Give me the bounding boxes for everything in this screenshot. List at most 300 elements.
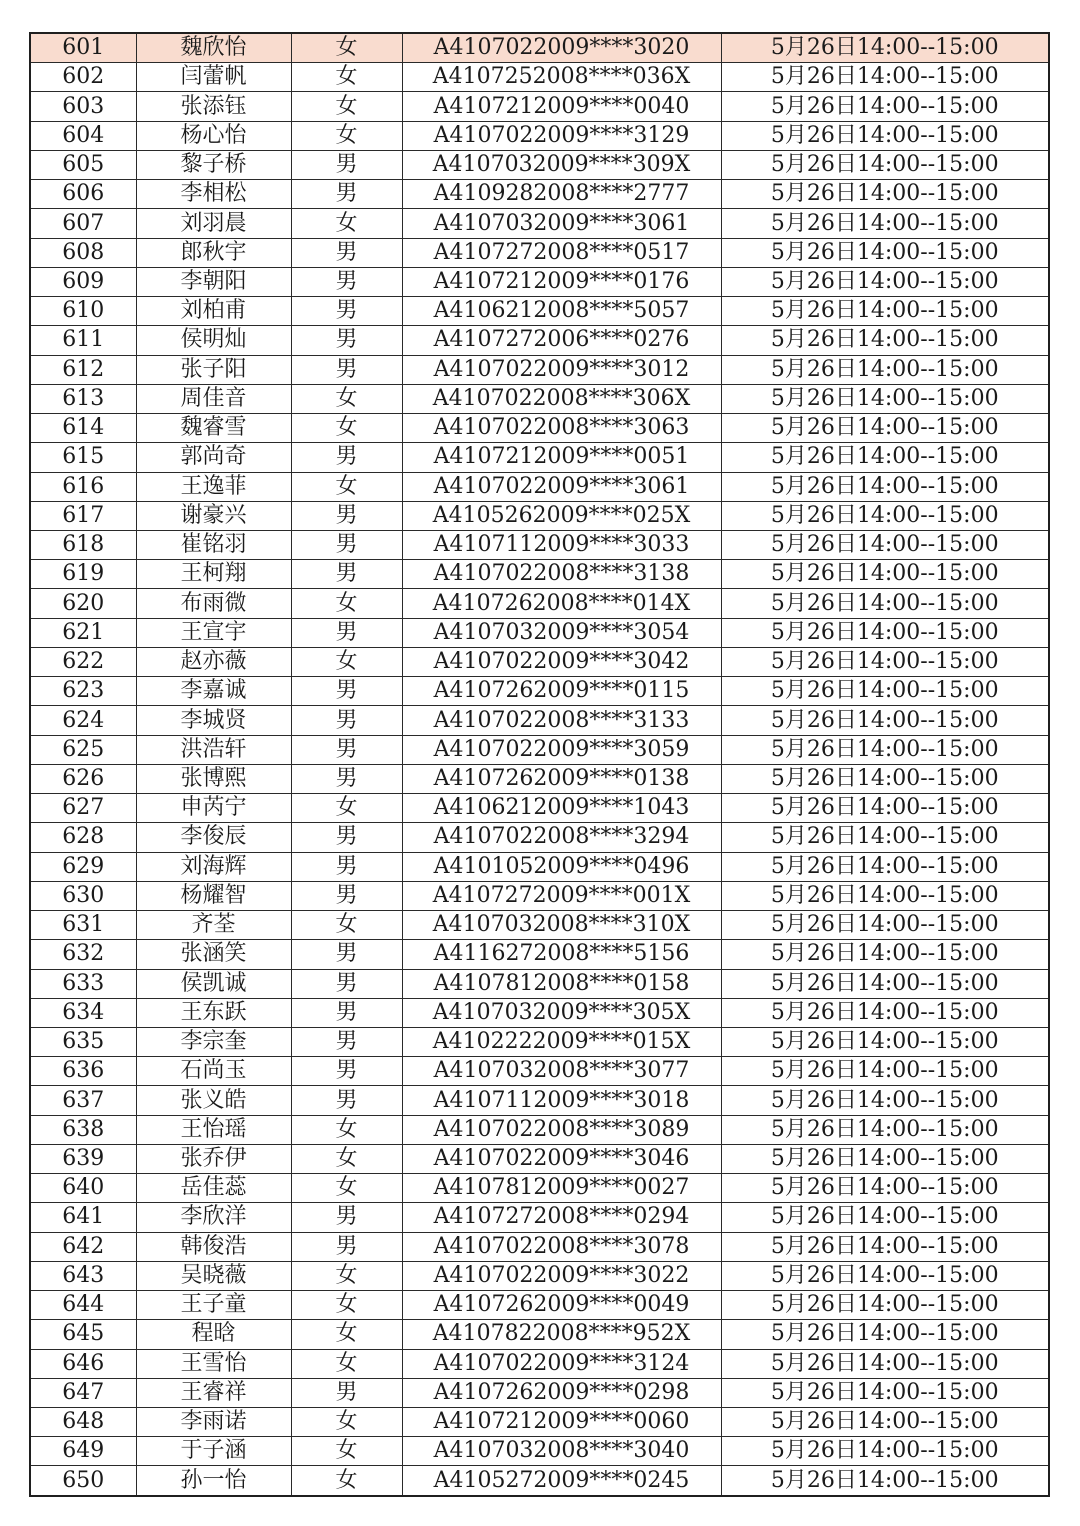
table-row [30, 326, 1049, 355]
cell-name: 吴晓薇 [136, 1261, 291, 1290]
table-row [30, 384, 1049, 413]
table-row [30, 238, 1049, 267]
cell-gender: 男 [291, 852, 402, 881]
table-row [30, 706, 1049, 735]
cell-serial-number: 603 [30, 92, 136, 121]
cell-serial-number: 648 [30, 1408, 136, 1437]
cell-gender: 女 [291, 1115, 402, 1144]
cell-id-number: A4107022009****3059 [402, 735, 721, 764]
cell-gender: 女 [291, 121, 402, 150]
cell-gender: 女 [291, 1291, 402, 1320]
cell-serial-number: 624 [30, 706, 136, 735]
cell-id-number: A4107022009****3020 [402, 33, 721, 63]
cell-name: 周佳音 [136, 384, 291, 413]
table-row [30, 1232, 1049, 1261]
cell-name: 郭尚奇 [136, 443, 291, 472]
cell-serial-number: 622 [30, 647, 136, 676]
cell-gender: 男 [291, 706, 402, 735]
table-row [30, 1115, 1049, 1144]
cell-name: 谢豪兴 [136, 501, 291, 530]
cell-gender: 女 [291, 92, 402, 121]
cell-name: 杨心怡 [136, 121, 291, 150]
table-row [30, 1320, 1049, 1349]
table-row [30, 560, 1049, 589]
cell-name: 刘柏甫 [136, 297, 291, 326]
cell-gender: 女 [291, 33, 402, 63]
cell-name: 孙一怡 [136, 1466, 291, 1496]
cell-id-number: A4107262009****0298 [402, 1378, 721, 1407]
cell-name: 张涵笑 [136, 940, 291, 969]
cell-gender: 男 [291, 764, 402, 793]
table-row [30, 618, 1049, 647]
cell-exam-time: 5月26日14:00--15:00 [721, 1378, 1049, 1407]
cell-id-number: A4106212008****5057 [402, 297, 721, 326]
cell-gender: 男 [291, 238, 402, 267]
cell-gender: 女 [291, 647, 402, 676]
cell-id-number: A4107022008****3138 [402, 560, 721, 589]
cell-exam-time: 5月26日14:00--15:00 [721, 33, 1049, 63]
cell-gender: 男 [291, 1057, 402, 1086]
cell-exam-time: 5月26日14:00--15:00 [721, 881, 1049, 910]
cell-name: 刘海辉 [136, 852, 291, 881]
cell-exam-time: 5月26日14:00--15:00 [721, 443, 1049, 472]
cell-id-number: A4107112009****3018 [402, 1086, 721, 1115]
cell-serial-number: 601 [30, 33, 136, 63]
cell-name: 王怡瑶 [136, 1115, 291, 1144]
table-row [30, 1144, 1049, 1173]
cell-id-number: A4107812008****0158 [402, 969, 721, 998]
cell-name: 张乔伊 [136, 1144, 291, 1173]
table-row [30, 63, 1049, 92]
cell-serial-number: 649 [30, 1437, 136, 1466]
cell-exam-time: 5月26日14:00--15:00 [721, 63, 1049, 92]
cell-exam-time: 5月26日14:00--15:00 [721, 823, 1049, 852]
cell-serial-number: 619 [30, 560, 136, 589]
cell-id-number: A4107022009****3042 [402, 647, 721, 676]
cell-id-number: A4107022009****3061 [402, 472, 721, 501]
cell-exam-time: 5月26日14:00--15:00 [721, 618, 1049, 647]
cell-id-number: A4107022008****3089 [402, 1115, 721, 1144]
cell-serial-number: 602 [30, 63, 136, 92]
table-row [30, 911, 1049, 940]
cell-gender: 女 [291, 1320, 402, 1349]
table-row [30, 881, 1049, 910]
cell-id-number: A4102222009****015X [402, 1027, 721, 1056]
cell-id-number: A4107212009****0040 [402, 92, 721, 121]
table-row [30, 1057, 1049, 1086]
cell-gender: 女 [291, 209, 402, 238]
cell-serial-number: 632 [30, 940, 136, 969]
table-row [30, 647, 1049, 676]
cell-exam-time: 5月26日14:00--15:00 [721, 472, 1049, 501]
cell-serial-number: 635 [30, 1027, 136, 1056]
cell-name: 张义皓 [136, 1086, 291, 1115]
cell-exam-time: 5月26日14:00--15:00 [721, 414, 1049, 443]
cell-name: 张添钰 [136, 92, 291, 121]
cell-exam-time: 5月26日14:00--15:00 [721, 1437, 1049, 1466]
cell-exam-time: 5月26日14:00--15:00 [721, 940, 1049, 969]
cell-id-number: A4116272008****5156 [402, 940, 721, 969]
cell-gender: 男 [291, 1027, 402, 1056]
cell-id-number: A4107032008****310X [402, 911, 721, 940]
cell-exam-time: 5月26日14:00--15:00 [721, 998, 1049, 1027]
cell-exam-time: 5月26日14:00--15:00 [721, 911, 1049, 940]
cell-id-number: A4107212009****0176 [402, 267, 721, 296]
cell-id-number: A4107022008****3078 [402, 1232, 721, 1261]
cell-id-number: A4107262009****0049 [402, 1291, 721, 1320]
cell-gender: 女 [291, 589, 402, 618]
cell-id-number: A4107032009****309X [402, 150, 721, 179]
cell-exam-time: 5月26日14:00--15:00 [721, 355, 1049, 384]
cell-id-number: A4107812009****0027 [402, 1174, 721, 1203]
table-row [30, 472, 1049, 501]
cell-name: 赵亦薇 [136, 647, 291, 676]
cell-serial-number: 607 [30, 209, 136, 238]
cell-id-number: A4107032008****3040 [402, 1437, 721, 1466]
cell-gender: 女 [291, 1408, 402, 1437]
cell-id-number: A4107212009****0051 [402, 443, 721, 472]
cell-name: 石尚玉 [136, 1057, 291, 1086]
cell-exam-time: 5月26日14:00--15:00 [721, 735, 1049, 764]
cell-exam-time: 5月26日14:00--15:00 [721, 238, 1049, 267]
cell-name: 王宣宇 [136, 618, 291, 647]
cell-serial-number: 636 [30, 1057, 136, 1086]
cell-name: 布雨微 [136, 589, 291, 618]
cell-id-number: A4105262009****025X [402, 501, 721, 530]
cell-serial-number: 641 [30, 1203, 136, 1232]
cell-serial-number: 618 [30, 530, 136, 559]
table-row [30, 297, 1049, 326]
cell-id-number: A4107272008****0294 [402, 1203, 721, 1232]
table-row [30, 794, 1049, 823]
cell-gender: 女 [291, 1466, 402, 1496]
cell-name: 岳佳蕊 [136, 1174, 291, 1203]
cell-id-number: A4107262009****0115 [402, 677, 721, 706]
cell-gender: 女 [291, 1144, 402, 1173]
cell-exam-time: 5月26日14:00--15:00 [721, 180, 1049, 209]
cell-exam-time: 5月26日14:00--15:00 [721, 1291, 1049, 1320]
cell-name: 王东跃 [136, 998, 291, 1027]
cell-gender: 男 [291, 530, 402, 559]
cell-gender: 男 [291, 355, 402, 384]
cell-serial-number: 621 [30, 618, 136, 647]
table-row [30, 1027, 1049, 1056]
cell-gender: 女 [291, 384, 402, 413]
cell-name: 洪浩轩 [136, 735, 291, 764]
cell-gender: 男 [291, 881, 402, 910]
cell-serial-number: 609 [30, 267, 136, 296]
cell-gender: 男 [291, 969, 402, 998]
cell-exam-time: 5月26日14:00--15:00 [721, 1232, 1049, 1261]
cell-gender: 男 [291, 823, 402, 852]
cell-name: 闫蕾帆 [136, 63, 291, 92]
cell-gender: 女 [291, 1261, 402, 1290]
cell-name: 李嘉诚 [136, 677, 291, 706]
table-row [30, 677, 1049, 706]
cell-name: 李城贤 [136, 706, 291, 735]
cell-exam-time: 5月26日14:00--15:00 [721, 150, 1049, 179]
cell-name: 黎子桥 [136, 150, 291, 179]
cell-gender: 女 [291, 472, 402, 501]
cell-serial-number: 650 [30, 1466, 136, 1496]
cell-gender: 男 [291, 297, 402, 326]
cell-id-number: A4107262008****014X [402, 589, 721, 618]
cell-id-number: A4107272009****001X [402, 881, 721, 910]
cell-name: 王睿祥 [136, 1378, 291, 1407]
cell-id-number: A4107022008****306X [402, 384, 721, 413]
table-row [30, 121, 1049, 150]
cell-exam-time: 5月26日14:00--15:00 [721, 1144, 1049, 1173]
cell-id-number: A4107022009****3022 [402, 1261, 721, 1290]
cell-gender: 女 [291, 911, 402, 940]
table-row [30, 1349, 1049, 1378]
cell-id-number: A4107212009****0060 [402, 1408, 721, 1437]
cell-name: 侯凯诚 [136, 969, 291, 998]
cell-exam-time: 5月26日14:00--15:00 [721, 121, 1049, 150]
table-row [30, 180, 1049, 209]
cell-name: 王雪怡 [136, 1349, 291, 1378]
cell-exam-time: 5月26日14:00--15:00 [721, 794, 1049, 823]
roster-table-body [30, 33, 1049, 1496]
cell-exam-time: 5月26日14:00--15:00 [721, 297, 1049, 326]
cell-serial-number: 630 [30, 881, 136, 910]
cell-id-number: A4107112009****3033 [402, 530, 721, 559]
cell-gender: 女 [291, 1349, 402, 1378]
cell-name: 李宗奎 [136, 1027, 291, 1056]
cell-serial-number: 611 [30, 326, 136, 355]
cell-serial-number: 647 [30, 1378, 136, 1407]
cell-exam-time: 5月26日14:00--15:00 [721, 589, 1049, 618]
table-row [30, 1261, 1049, 1290]
cell-id-number: A4107022009****3124 [402, 1349, 721, 1378]
table-row [30, 443, 1049, 472]
table-row [30, 33, 1049, 63]
cell-exam-time: 5月26日14:00--15:00 [721, 1466, 1049, 1496]
cell-serial-number: 633 [30, 969, 136, 998]
cell-gender: 男 [291, 150, 402, 179]
cell-name: 侯明灿 [136, 326, 291, 355]
table-row [30, 414, 1049, 443]
cell-exam-time: 5月26日14:00--15:00 [721, 501, 1049, 530]
cell-serial-number: 623 [30, 677, 136, 706]
cell-serial-number: 646 [30, 1349, 136, 1378]
cell-id-number: A4107262009****0138 [402, 764, 721, 793]
cell-id-number: A4107032009****305X [402, 998, 721, 1027]
table-row [30, 150, 1049, 179]
cell-exam-time: 5月26日14:00--15:00 [721, 677, 1049, 706]
cell-name: 齐荃 [136, 911, 291, 940]
cell-serial-number: 616 [30, 472, 136, 501]
cell-serial-number: 640 [30, 1174, 136, 1203]
table-row [30, 1378, 1049, 1407]
table-row [30, 852, 1049, 881]
cell-exam-time: 5月26日14:00--15:00 [721, 326, 1049, 355]
cell-name: 李俊辰 [136, 823, 291, 852]
cell-gender: 男 [291, 1203, 402, 1232]
cell-gender: 女 [291, 1437, 402, 1466]
cell-id-number: A4107822008****952X [402, 1320, 721, 1349]
cell-serial-number: 606 [30, 180, 136, 209]
cell-exam-time: 5月26日14:00--15:00 [721, 1027, 1049, 1056]
cell-name: 郎秋宇 [136, 238, 291, 267]
cell-serial-number: 604 [30, 121, 136, 150]
cell-exam-time: 5月26日14:00--15:00 [721, 267, 1049, 296]
cell-serial-number: 614 [30, 414, 136, 443]
table-row [30, 764, 1049, 793]
table-row [30, 969, 1049, 998]
cell-serial-number: 631 [30, 911, 136, 940]
cell-gender: 女 [291, 1174, 402, 1203]
cell-serial-number: 629 [30, 852, 136, 881]
cell-id-number: A4106212009****1043 [402, 794, 721, 823]
roster-table [29, 32, 1050, 1497]
cell-exam-time: 5月26日14:00--15:00 [721, 1261, 1049, 1290]
cell-serial-number: 617 [30, 501, 136, 530]
cell-name: 王子童 [136, 1291, 291, 1320]
cell-serial-number: 639 [30, 1144, 136, 1173]
cell-serial-number: 638 [30, 1115, 136, 1144]
cell-name: 张博熙 [136, 764, 291, 793]
cell-name: 李欣洋 [136, 1203, 291, 1232]
table-row [30, 530, 1049, 559]
cell-serial-number: 620 [30, 589, 136, 618]
cell-serial-number: 610 [30, 297, 136, 326]
cell-id-number: A4101052009****0496 [402, 852, 721, 881]
table-row [30, 1291, 1049, 1320]
cell-exam-time: 5月26日14:00--15:00 [721, 706, 1049, 735]
cell-id-number: A4107022008****3063 [402, 414, 721, 443]
table-row [30, 1437, 1049, 1466]
cell-gender: 男 [291, 1232, 402, 1261]
table-row [30, 267, 1049, 296]
table-row [30, 1466, 1049, 1496]
table-row [30, 940, 1049, 969]
cell-gender: 男 [291, 326, 402, 355]
cell-exam-time: 5月26日14:00--15:00 [721, 969, 1049, 998]
table-row [30, 1408, 1049, 1437]
table-row [30, 1174, 1049, 1203]
cell-exam-time: 5月26日14:00--15:00 [721, 1086, 1049, 1115]
cell-serial-number: 628 [30, 823, 136, 852]
cell-gender: 男 [291, 560, 402, 589]
cell-id-number: A4107022009****3012 [402, 355, 721, 384]
cell-exam-time: 5月26日14:00--15:00 [721, 384, 1049, 413]
table-row [30, 735, 1049, 764]
cell-id-number: A4107022008****3133 [402, 706, 721, 735]
table-row [30, 1203, 1049, 1232]
cell-serial-number: 605 [30, 150, 136, 179]
cell-name: 程晗 [136, 1320, 291, 1349]
table-row [30, 1086, 1049, 1115]
cell-gender: 男 [291, 940, 402, 969]
cell-exam-time: 5月26日14:00--15:00 [721, 530, 1049, 559]
cell-exam-time: 5月26日14:00--15:00 [721, 647, 1049, 676]
cell-serial-number: 634 [30, 998, 136, 1027]
cell-id-number: A4107272008****0517 [402, 238, 721, 267]
cell-name: 李雨诺 [136, 1408, 291, 1437]
cell-serial-number: 625 [30, 735, 136, 764]
cell-name: 魏欣怡 [136, 33, 291, 63]
cell-name: 王逸菲 [136, 472, 291, 501]
cell-gender: 男 [291, 267, 402, 296]
cell-name: 申芮宁 [136, 794, 291, 823]
cell-serial-number: 627 [30, 794, 136, 823]
cell-serial-number: 615 [30, 443, 136, 472]
cell-id-number: A4105272009****0245 [402, 1466, 721, 1496]
cell-exam-time: 5月26日14:00--15:00 [721, 764, 1049, 793]
table-row [30, 92, 1049, 121]
cell-serial-number: 645 [30, 1320, 136, 1349]
cell-exam-time: 5月26日14:00--15:00 [721, 92, 1049, 121]
cell-id-number: A4107272006****0276 [402, 326, 721, 355]
cell-serial-number: 613 [30, 384, 136, 413]
cell-name: 魏睿雪 [136, 414, 291, 443]
cell-id-number: A4107032008****3077 [402, 1057, 721, 1086]
cell-name: 韩俊浩 [136, 1232, 291, 1261]
cell-id-number: A4109282008****2777 [402, 180, 721, 209]
cell-exam-time: 5月26日14:00--15:00 [721, 209, 1049, 238]
cell-name: 于子涵 [136, 1437, 291, 1466]
cell-gender: 女 [291, 794, 402, 823]
cell-serial-number: 644 [30, 1291, 136, 1320]
cell-id-number: A4107022009****3129 [402, 121, 721, 150]
cell-gender: 男 [291, 618, 402, 647]
cell-name: 李朝阳 [136, 267, 291, 296]
cell-id-number: A4107022008****3294 [402, 823, 721, 852]
cell-gender: 男 [291, 735, 402, 764]
table-row [30, 501, 1049, 530]
cell-gender: 男 [291, 1378, 402, 1407]
cell-id-number: A4107032009****3054 [402, 618, 721, 647]
table-row [30, 823, 1049, 852]
cell-name: 张子阳 [136, 355, 291, 384]
cell-serial-number: 608 [30, 238, 136, 267]
cell-name: 刘羽晨 [136, 209, 291, 238]
cell-serial-number: 612 [30, 355, 136, 384]
table-row [30, 355, 1049, 384]
cell-id-number: A4107032009****3061 [402, 209, 721, 238]
cell-exam-time: 5月26日14:00--15:00 [721, 1057, 1049, 1086]
cell-serial-number: 643 [30, 1261, 136, 1290]
cell-exam-time: 5月26日14:00--15:00 [721, 1349, 1049, 1378]
cell-gender: 男 [291, 1086, 402, 1115]
cell-serial-number: 642 [30, 1232, 136, 1261]
cell-gender: 男 [291, 180, 402, 209]
cell-exam-time: 5月26日14:00--15:00 [721, 1174, 1049, 1203]
cell-exam-time: 5月26日14:00--15:00 [721, 852, 1049, 881]
cell-exam-time: 5月26日14:00--15:00 [721, 1115, 1049, 1144]
cell-serial-number: 626 [30, 764, 136, 793]
cell-gender: 女 [291, 63, 402, 92]
cell-serial-number: 637 [30, 1086, 136, 1115]
table-row [30, 589, 1049, 618]
cell-gender: 男 [291, 677, 402, 706]
table-row [30, 209, 1049, 238]
cell-name: 李相松 [136, 180, 291, 209]
cell-exam-time: 5月26日14:00--15:00 [721, 1408, 1049, 1437]
cell-gender: 女 [291, 414, 402, 443]
cell-name: 王柯翔 [136, 560, 291, 589]
cell-name: 崔铭羽 [136, 530, 291, 559]
cell-exam-time: 5月26日14:00--15:00 [721, 560, 1049, 589]
cell-id-number: A4107022009****3046 [402, 1144, 721, 1173]
cell-exam-time: 5月26日14:00--15:00 [721, 1320, 1049, 1349]
cell-name: 杨耀智 [136, 881, 291, 910]
cell-gender: 男 [291, 998, 402, 1027]
cell-gender: 男 [291, 501, 402, 530]
table-row [30, 998, 1049, 1027]
cell-id-number: A4107252008****036X [402, 63, 721, 92]
